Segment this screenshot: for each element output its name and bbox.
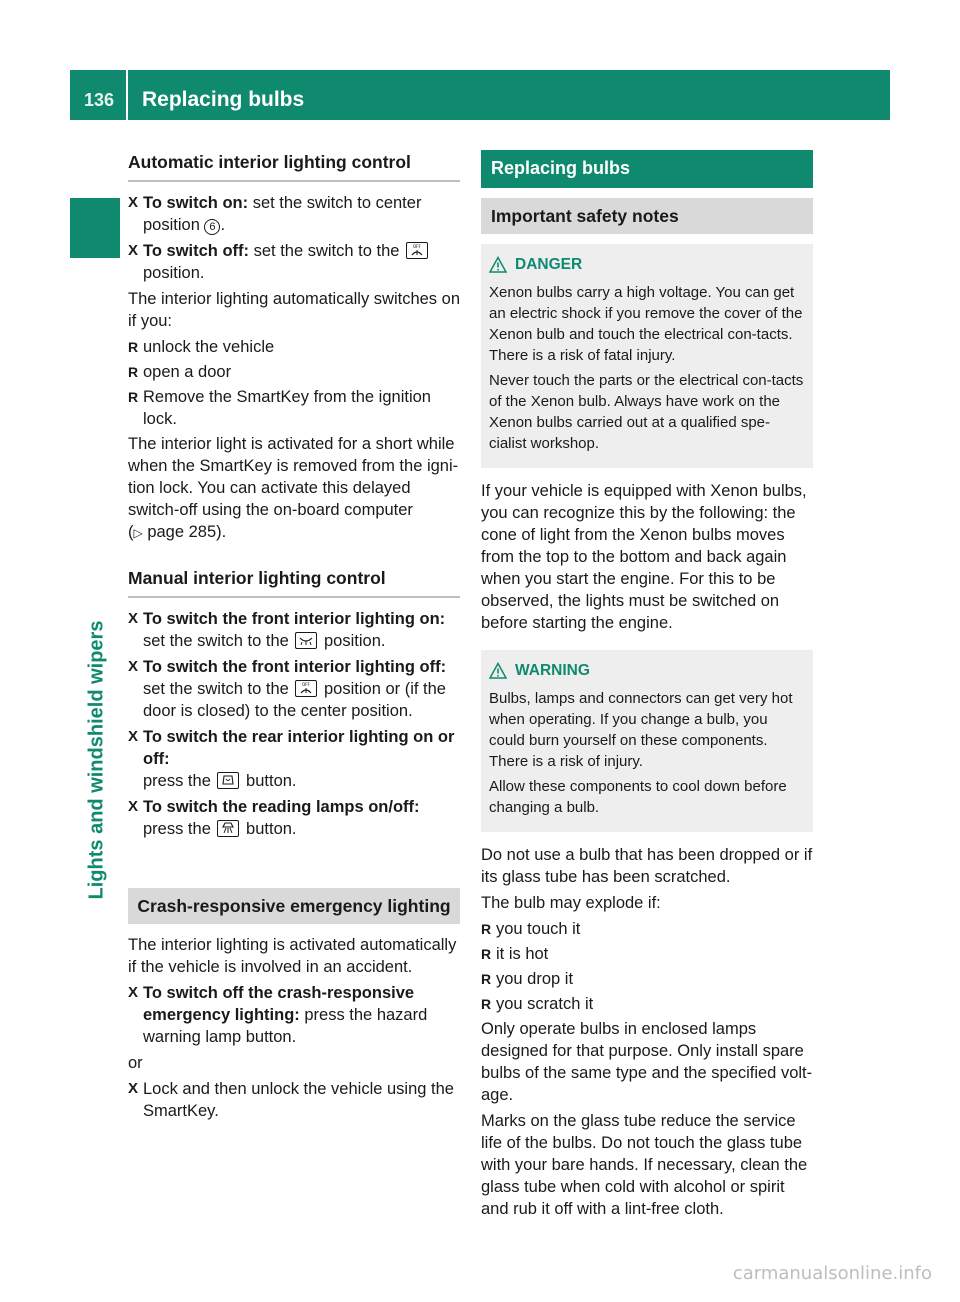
svg-text:OFF: OFF [413,244,421,249]
reading-lamp-icon [217,820,239,837]
section-heading: Crash-responsive emergency lighting [128,888,460,924]
page-ref-arrow-icon: ▷ [133,526,143,540]
list-item: R Remove the SmartKey from the ignition lock. [128,388,431,428]
instruction-step: X To switch off the crash-responsive emergency lighting: press the hazard warning lamp button. [128,984,428,1046]
right-column [481,150,813,1224]
circled-number: 6 [204,219,220,235]
interior-light-off-icon [295,680,317,697]
warning-triangle-icon [489,662,507,680]
paragraph: The interior lighting is activated automatically if the vehicle is involved in an accident. [128,936,457,976]
step-marker: X [128,242,139,259]
list-item: R you touch it [481,920,581,938]
chapter-tab [70,198,120,258]
list-item: R it is hot [481,945,549,963]
paragraph: The bulb may explode if: [481,894,661,912]
interior-light-on-icon [295,632,317,649]
warning-triangle-icon [489,256,507,274]
paragraph: Only operate bulbs in enclosed lamps designed for that purpose. Only install spare bulbs of the same type and the specified volt-age. [481,1020,813,1104]
paragraph: If your vehicle is equipped with Xenon bulbs, you can recognize this by the following: the cone of light from the Xenon bulbs moves from the top to the bottom and back again when you start the engine. For this to be observed, the lights must be switched on before starting the engine. [481,482,807,632]
chapter-section-title: Replacing bulbs [481,150,813,188]
warning-notice [481,650,813,832]
instruction-step: X Lock and then unlock the vehicle using the SmartKey. [128,1080,454,1120]
list-item: R unlock the vehicle [128,338,275,356]
header-divider [126,70,128,120]
instruction-step: X To switch on: set the switch to center position 6 . [128,194,422,234]
instruction-step: X To switch off: set the switch to the OFF position. [128,240,460,284]
danger-notice [481,244,813,468]
notice-title: WARNING [515,662,590,679]
instruction-step: X To switch the reading lamps on/off: press the button. [128,798,420,838]
page-number: 136 [84,90,115,110]
instruction-step: X To switch the front interior lighting off: set the switch to the OFF position or (if the door is closed) to the center position. [128,658,447,720]
section-heading: Important safety notes [481,198,813,234]
section-heading: Manual interior lighting control [128,566,460,598]
chapter-label: Lights and windshield wipers [85,620,108,900]
list-item: R open a door [128,363,232,381]
section-heading: Automatic interior lighting control [128,150,460,182]
watermark-link[interactable]: carmanualsonline.info [732,1263,932,1284]
page-title: Replacing bulbs [142,88,305,111]
instruction-step: X To switch the front interior lighting on: set the switch to the position. [128,610,446,650]
paragraph: Allow these components to cool down before changing a bulb. [489,778,787,816]
step-marker: X [128,194,139,211]
instruction-step: X To switch the rear interior lighting on or off: press the button. [128,728,455,790]
paragraph: Xenon bulbs carry a high voltage. You can get an electric shock if you remove the cover of the Xenon bulb and touch the electrical con-tacts. There is a risk of fatal injury. [489,284,803,364]
list-item: R you drop it [481,970,574,988]
paragraph: The interior light is activated for a short while when the SmartKey is removed from the igni-tion lock. You can activate this delayed switch-off using the on-board computer (▷ page 285). [128,435,459,541]
paragraph: Never touch the parts or the electrical con-tacts of the Xenon bulb. Always have work on the Xenon bulbs carried out at a qualified spe-cialist workshop. [489,372,804,452]
list-item: R you scratch it [481,995,594,1013]
notice-title: DANGER [515,256,583,273]
paragraph: Bulbs, lamps and connectors can get very hot when operating. If you change a bulb, you could burn yourself on these components. There is a risk of injury. [489,690,793,770]
paragraph: Do not use a bulb that has been dropped or if its glass tube has been scratched. [481,846,813,886]
svg-text:OFF: OFF [302,682,311,687]
paragraph: or [128,1054,143,1072]
rear-interior-light-icon [217,772,239,789]
interior-light-off-icon [406,242,428,259]
left-column [128,150,460,1126]
paragraph: Marks on the glass tube reduce the service life of the bulbs. Do not touch the glass tube with your bare hands. If necessary, clean the glass tube when cold with alcohol or spirit and rub it off with a lint-free cloth. [481,1112,808,1218]
paragraph: The interior lighting automatically switches on if you: [128,290,460,330]
